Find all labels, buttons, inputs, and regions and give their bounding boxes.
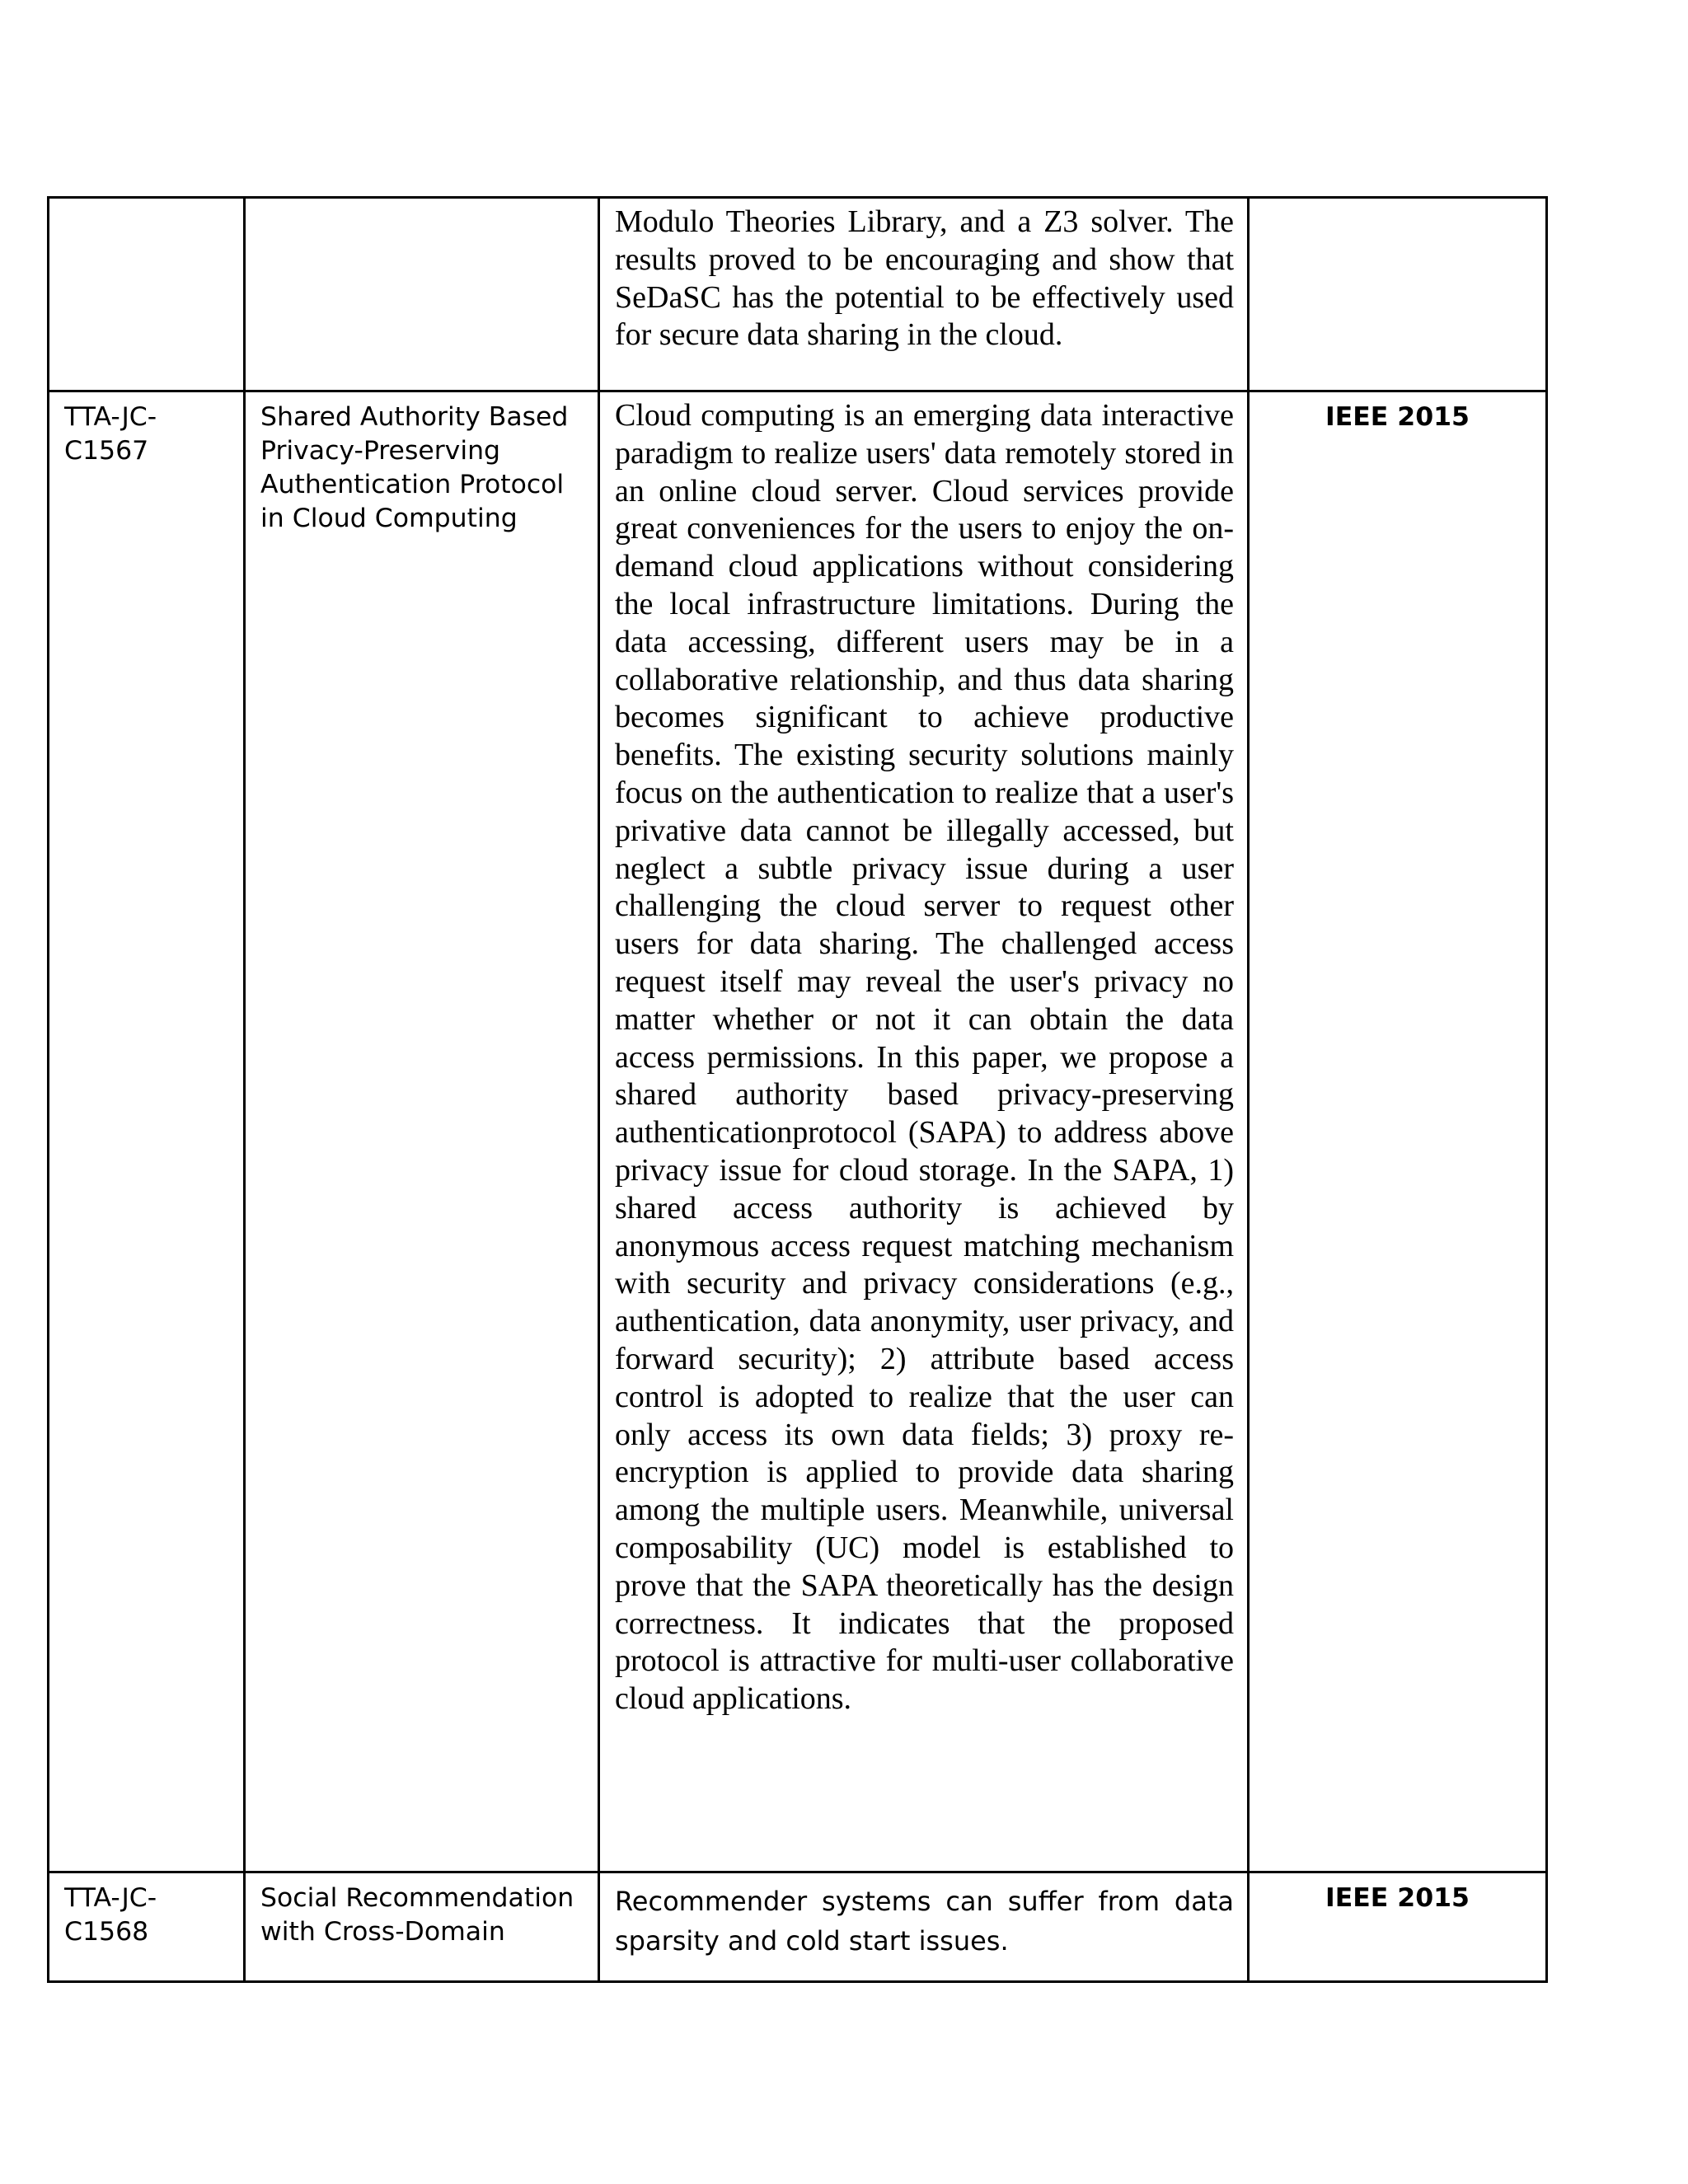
project-table: [47, 196, 1548, 1983]
abstract-cell: Recommender systems can suffer from data sparsity and cold start issues.: [599, 1872, 1249, 1982]
abstract-cell: Cloud computing is an emerging data interactive paradigm to realize users' data remotely stored in an online cloud server. Cloud services provide great conveniences for the users to enjoy the on-demand cloud applications without considering the local infrastructure limitations. During the data accessing, different users may be in a collaborative relationship, and thus data sharing becomes significant to achieve productive benefits. The existing security solutions mainly focus on the authentication to realize that a user's privative data cannot be illegally accessed, but neglect a subtle privacy issue during a user challenging the cloud server to request other users for data sharing. The challenged access request itself may reveal the user's privacy no matter whether or not it can obtain the data access permissions. In this paper, we propose a shared authority based privacy-preserving authenticationprotocol (SAPA) to address above privacy issue for cloud storage. In the SAPA, 1) shared access authority is achieved by anonymous access request matching mechanism with security and privacy considerations (e.g., authentication, data anonymity, user privacy, and forward security); 2) attribute based access control is adopted to realize that the user can only access its own data fields; 3) proxy re-encryption is applied to provide data sharing among the multiple users. Meanwhile, universal composability (UC) model is established to prove that the SAPA theoretically has the design correctness. It indicates that the proposed protocol is attractive for multi-user collaborative cloud applications.: [599, 391, 1249, 1872]
table-row: [49, 198, 1547, 391]
project-title-cell: Shared Authority Based Privacy-Preserving Authentication Protocol in Cloud Computing: [245, 391, 599, 1872]
abstract-cell: Modulo Theories Library, and a Z3 solver. The results proved to be encouraging and show that SeDaSC has the potential to be effectively used for secure data sharing in the cloud.: [599, 198, 1249, 391]
year-cell: [1249, 198, 1547, 391]
project-title-cell: [245, 198, 599, 391]
table-row: [49, 1872, 1547, 1982]
year-cell: IEEE 2015: [1249, 391, 1547, 1872]
table-row: [49, 391, 1547, 1872]
project-code-cell: TTA-JC-C1567: [49, 391, 245, 1872]
project-code-cell: TTA-JC-C1568: [49, 1872, 245, 1982]
project-title-cell: Social Recommendation with Cross-Domain: [245, 1872, 599, 1982]
year-cell: IEEE 2015: [1249, 1872, 1547, 1982]
project-code-cell: [49, 198, 245, 391]
